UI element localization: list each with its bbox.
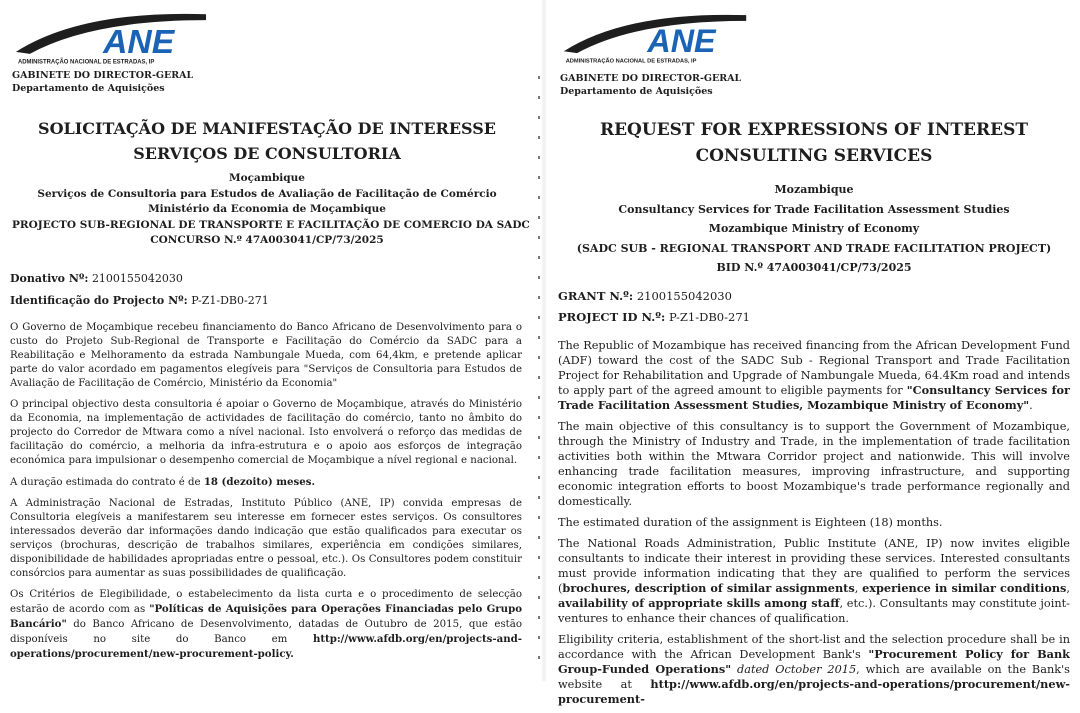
- bid-number: BID N.º 47A003041/CP/73/2025: [716, 261, 912, 274]
- paragraph-objective: O principal objectivo desta consultoria é apoiar o Governo de Moçambique, através do Ministério da Economia, na implementação de actividades de facilitação do comércio, tanto no âmbito do projecto do Corredor de Mtwara como a nível nacional. Isto envolverá o reforço das medidas de facilitação do comércio, a melhoria da infra-estrutura e o apoio aos esforços de integração económica para impulsionar o desempenho comercial de Moçambique a nível regional e nacional.: [10, 399, 522, 466]
- office-name: GABINETE DO DIRECTOR-GERAL: [560, 73, 742, 84]
- paragraph-duration: A duração estimada do contrato é de 18 (dezoito) meses.: [10, 476, 316, 488]
- paragraph-duration: The estimated duration of the assignment is Eighteen (18) months.: [558, 516, 943, 529]
- procurement-policy-link[interactable]: http://www.afdb.org/en/projects-and-operations/procurement/new-procurement-policy.: [10, 633, 522, 660]
- ane-logo: [560, 8, 750, 66]
- grant-number: Donativo Nº: 2100155042030: [10, 272, 183, 285]
- page-divider: [542, 0, 546, 681]
- notice-subheading: [560, 180, 1068, 278]
- svg-text:ANE: ANE: [647, 23, 716, 60]
- svg-text:ANE: ANE: [103, 23, 175, 61]
- grant-number: GRANT N.º: 2100155042030: [558, 289, 732, 303]
- paragraph-objective: The main objective of this consultancy is to support the Government of Mozambique, through the Ministry of Industry and Trade, in the implementation of trade facilitation activities both within the Mtwara Corridor project and nationwide. This will involve enhancing trade facilitation measures, improving infrastructure, and supporting economic integration efforts to boost Mozambique's trade performance regionally and domestically.: [558, 420, 1070, 508]
- title-line-1: SOLICITAÇÃO DE MANIFESTAÇÃO DE INTERESSE: [38, 119, 496, 138]
- notice-title: [12, 116, 522, 166]
- country: Moçambique: [229, 172, 305, 184]
- project-id: Identificação do Projecto Nº: P-Z1-DB0-271: [10, 294, 269, 307]
- project-id: PROJECT ID N.º: P-Z1-DB0-271: [558, 310, 750, 324]
- country: Mozambique: [774, 183, 854, 196]
- page-edge-marks: [538, 76, 540, 676]
- title-line-2: CONSULTING SERVICES: [695, 146, 933, 166]
- reference-numbers: [10, 268, 269, 312]
- ane-logo-graphic: [12, 8, 210, 66]
- paragraph-financing: O Governo de Moçambique recebeu financiamento do Banco Africano de Desenvolvimento para o custo do Projeto Sub-Regional de Transporte e Facilitação do Comércio da SADC para a Reabilitação e Melhoramento da estrada Nambungale Mueda, com 64,4km, e pretende aplicar parte do valor acordado em pagamentos elegíveis para "Serviços de Consultoria para Estudos de Avaliação de Facilitação de Comércio, Ministério da Economia": [10, 322, 522, 389]
- tender-number: CONCURSO N.º 47A003041/CP/73/2025: [150, 234, 384, 246]
- notice-body: [558, 338, 1070, 713]
- paragraph-eligibility: Eligibility criteria, establishment of the short-list and the selection procedure shall be in accordance with the African Development Bank's "Procurement Policy for Bank Group-Funded Operations" dated October 2015, which are available on the Bank's website at http://www.afdb.org/en/projects-and-operations/procurement/new-procurement-: [558, 633, 1070, 706]
- assignment-name: Serviços de Consultoria para Estudos de Avaliação de Facilitação de Comércio: [37, 187, 497, 200]
- notice-subheading: [12, 171, 530, 249]
- svg-text:ADMINISTRAÇÃO NACIONAL DE ESTR: ADMINISTRAÇÃO NACIONAL DE ESTRADAS, IP: [565, 58, 697, 65]
- paragraph-eligibility: Os Critérios de Elegibilidade, o estabelecimento da lista curta e o procedimento de selecção estarão de acordo com as "Políticas de Aquisições para Operações Financiadas pelo Grupo Bancário" do Banco Africano de Desenvolvimento, datadas de Outubro de 2015, que estão disponíveis no site do Banco em http://www.afdb.org/en/projects-and-operations/procurement/new-procurement-policy.: [10, 589, 523, 660]
- issuing-office: [560, 72, 741, 98]
- ministry: Mozambique Ministry of Economy: [708, 222, 920, 235]
- paragraph-financing: The Republic of Mozambique has received financing from the African Development Fund (ADF) toward the cost of the SADC Sub - Regional Transport and Trade Facilitation Project for Rehabilitation and Upgrade of Nambungale Mueda, 64.4Km road and intends to apply part of the agreed amount to eligible payments for "Consultancy Services for Trade Facilitation Assessment Studies, Mozambique Ministry of Economy".: [558, 339, 1070, 412]
- reference-numbers: [558, 286, 750, 328]
- ane-logo: [12, 8, 210, 66]
- ministry: Ministério da Economia de Moçambique: [148, 203, 386, 215]
- department-name: Departamento de Aquisições: [560, 86, 713, 97]
- svg-text:ADMINISTRAÇÃO NACIONAL DE ESTR: ADMINISTRAÇÃO NACIONAL DE ESTRADAS, IP: [17, 59, 155, 66]
- notice-body: [10, 321, 522, 669]
- title-line-1: REQUEST FOR EXPRESSIONS OF INTEREST: [599, 120, 1029, 140]
- english-notice: [548, 0, 1080, 706]
- paragraph-invitation: A Administração Nacional de Estradas, Instituto Público (ANE, IP) convida empresas de Consultoria elegíveis a manifestarem seu interesse em fornecer estes serviços. Os consultores interessados deverão dar informações dando indicação que estão qualificados para executar os serviços (brochuras, descrição de trabalhos similares, experiência em condições similares, disponibilidade de habilidades apropriadas entre o pessoal, etc.). Os Consultores podem constituir consórcios para aumentar as suas possibilidades de qualificação.: [10, 498, 522, 579]
- project-name: PROJECTO SUB-REGIONAL DE TRANSPORTE E FACILITAÇÃO DE COMERCIO DA SADC: [12, 218, 530, 231]
- procurement-policy-link[interactable]: http://www.afdb.org/en/projects-and-operations/procurement/new-procurement-: [558, 677, 1070, 706]
- office-name: GABINETE DO DIRECTOR-GERAL: [12, 70, 194, 81]
- ane-logo-graphic: [560, 8, 750, 66]
- assignment-name: Consultancy Services for Trade Facilitation Assessment Studies: [618, 202, 1010, 216]
- title-line-2: SERVIÇOS DE CONSULTORIA: [133, 144, 401, 163]
- notice-title: [560, 117, 1068, 169]
- issuing-office: [12, 69, 193, 95]
- portuguese-notice: [0, 0, 540, 681]
- department-name: Departamento de Aquisições: [12, 83, 165, 94]
- paragraph-invitation: The National Roads Administration, Public Institute (ANE, IP) now invites eligible consultants to indicate their interest in providing these services. Interested consultants must provide information indicating that they are qualified to perform the services (brochures, description of similar assignments, experience in similar conditions, availability of appropriate skills among staff, etc.). Consultants may constitute joint-ventures to enhance their chances of qualification.: [558, 537, 1071, 625]
- project-name: (SADC SUB - REGIONAL TRANSPORT AND TRADE FACILITATION PROJECT): [576, 241, 1052, 255]
